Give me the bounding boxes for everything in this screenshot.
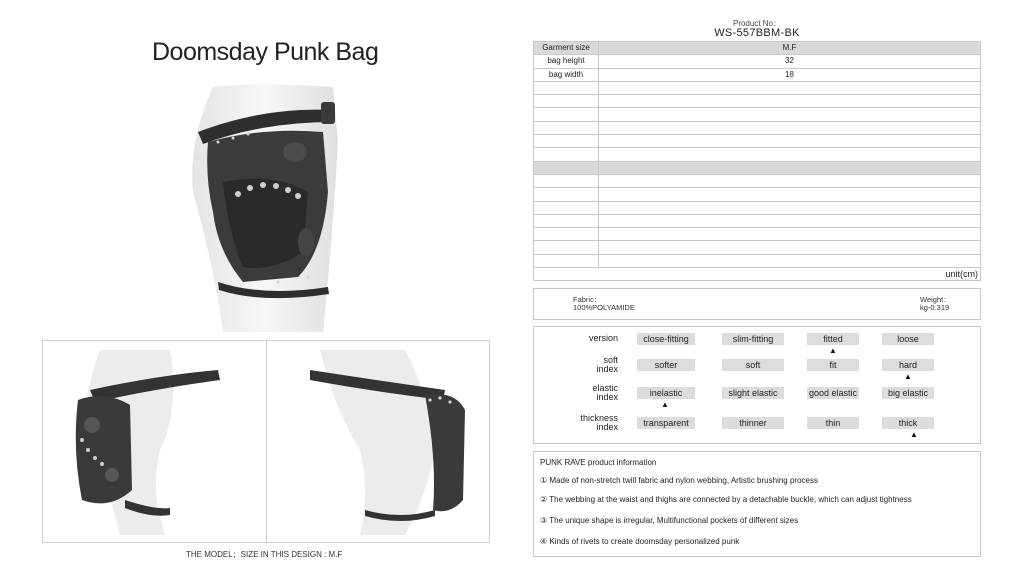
size-header-label: Garment size [534, 42, 599, 55]
option-slight-elastic: slight elastic [722, 387, 784, 399]
size-header-value: M.F [599, 42, 981, 55]
table-row [534, 214, 981, 227]
table-row [534, 108, 981, 121]
table-row [534, 55, 981, 68]
selected-marker-icon: ▲ [910, 430, 918, 439]
list-item: ③ The unique shape is irregular, Multifunctional pockets of different sizes [540, 516, 799, 525]
table-row [534, 68, 981, 81]
size-table [533, 41, 981, 281]
size-row-value: 32 [599, 55, 981, 68]
table-row [534, 174, 981, 187]
unit-row [534, 268, 981, 281]
option-good-elastic: good elastic [808, 388, 858, 398]
table-row [534, 95, 981, 108]
table-row [534, 161, 981, 174]
list-item: ④ Kinds of rivets to create doomsday personalized punk [540, 537, 740, 546]
option-inelastic: inelastic [637, 387, 695, 399]
table-row [534, 241, 981, 254]
table-row [534, 121, 981, 134]
table-row [534, 254, 981, 267]
size-row-label: bag width [534, 68, 599, 81]
option-slim-fitting: slim-fitting [722, 333, 784, 345]
page-title: Doomsday Punk Bag [152, 38, 379, 66]
selected-marker-icon: ▲ [661, 400, 669, 409]
property-label-thickness: thickness [580, 413, 618, 423]
option-fit: fit [807, 359, 859, 371]
table-row [534, 188, 981, 201]
option-fitted: fitted [807, 333, 859, 345]
table-row [534, 135, 981, 148]
size-table-header [534, 42, 981, 55]
weight-value: kg-0.319 [920, 303, 950, 312]
option-soft: soft [722, 359, 784, 371]
weight-label: Weight： [920, 295, 951, 304]
property-label-soft-index: index [596, 364, 618, 374]
table-row [534, 201, 981, 214]
frame-divider [266, 340, 267, 543]
property-label-version: version [588, 333, 618, 343]
model-caption: THE MODEL；SIZE IN THIS DESIGN : M.F [186, 550, 343, 559]
table-row [534, 81, 981, 94]
property-label-thickness-index: index [596, 422, 618, 432]
property-label-soft: soft [603, 355, 618, 365]
model-photo-left [70, 350, 250, 535]
option-thin: thin [807, 417, 859, 429]
size-row-label: bag height [534, 55, 599, 68]
product-number-label: Product No： [732, 19, 782, 28]
size-row-value: 18 [599, 68, 981, 81]
table-row [534, 148, 981, 161]
table-row [534, 228, 981, 241]
fabric-label: Fabric： [573, 295, 602, 304]
selected-marker-icon: ▲ [904, 372, 912, 381]
option-thick: thick [882, 417, 934, 429]
property-label-elastic-index: index [596, 392, 618, 402]
property-label-elastic: elastic [592, 383, 618, 393]
option-hard: hard [882, 359, 934, 371]
option-softer: softer [637, 359, 695, 371]
selected-marker-icon: ▲ [829, 346, 837, 355]
option-big-elastic: big elastic [882, 387, 934, 399]
option-close-fitting: close-fitting [637, 333, 695, 345]
option-loose: loose [882, 333, 934, 345]
product-photo-front [183, 82, 343, 332]
unit-label: unit(cm) [534, 268, 981, 281]
product-info-heading: PUNK RAVE product information [540, 458, 657, 467]
model-photo-right [305, 350, 475, 535]
option-transparent: transparent [637, 417, 695, 429]
list-item: ① Made of non-stretch twill fabric and nylon webbing, Artistic brushing process [540, 476, 818, 485]
option-thinner: thinner [722, 417, 784, 429]
list-item: ② The webbing at the waist and thighs are connected by a detachable buckle, which can adjust tightness [540, 495, 912, 504]
product-code: WS-557BBM-BK [714, 27, 800, 39]
fabric-value: 100%POLYAMIDE [573, 303, 635, 312]
